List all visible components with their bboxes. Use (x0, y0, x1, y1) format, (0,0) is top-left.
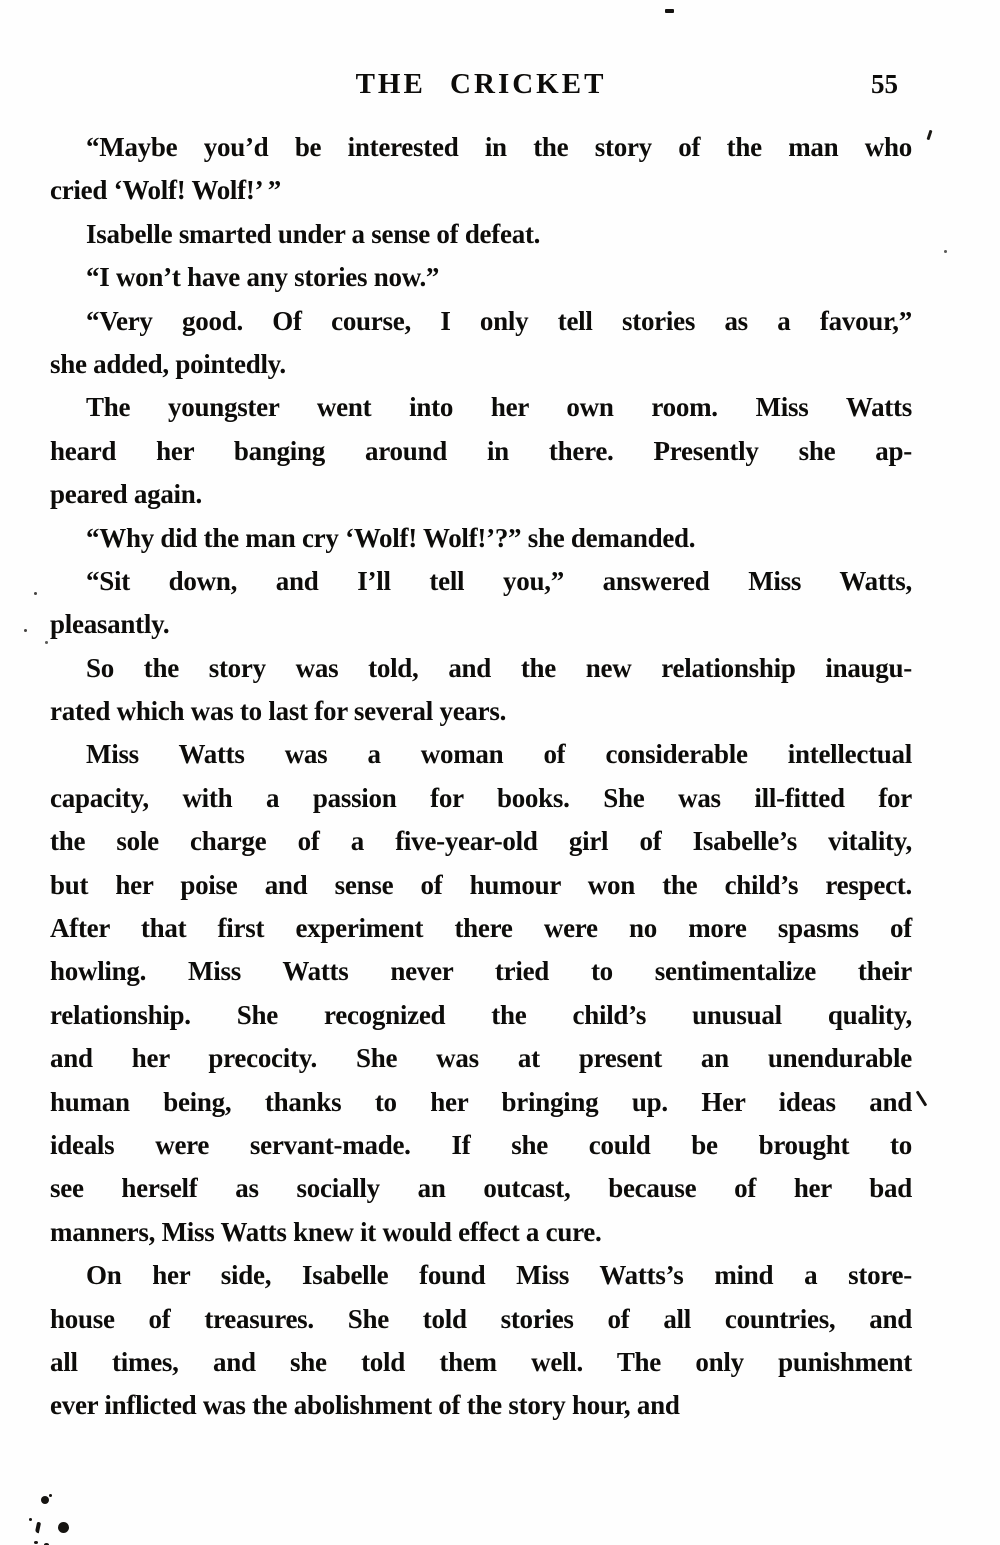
text-line: ever inflicted was the abolishment of the story hour, and (50, 1390, 680, 1421)
text-line: house of treasures. She told stories of all countries, and (50, 1303, 912, 1334)
text-line: capacity, with a passion for books. She was ill-fitted for (50, 782, 912, 813)
text-line: After that first experiment there were no more spasms of (50, 913, 912, 944)
ink-speck (34, 1541, 38, 1544)
ink-speck-top-dash (665, 9, 674, 13)
text-line: Miss Watts was a woman of considerable intellectual (86, 739, 912, 770)
text-line: relationship. She recognized the child’s unusual quality, (50, 999, 912, 1030)
ink-speck (944, 250, 947, 253)
ink-speck-right-tick (927, 130, 933, 140)
text-line: but her poise and sense of humour won the child’s respect. (50, 869, 912, 900)
text-line: “Maybe you’d be interested in the story of the man who (86, 132, 912, 162)
ink-speck-comma (35, 1522, 41, 1534)
text-line: ideals were servant-made. If she could be brought to (50, 1129, 912, 1160)
ink-speck (49, 1494, 52, 1497)
text-line: cried ‘Wolf! Wolf!’ ” (50, 175, 282, 206)
text-line: On her side, Isabelle found Miss Watts’s mind a store- (86, 1260, 912, 1291)
text-line: she added, pointedly. (50, 348, 286, 379)
text-line: all times, and she told them well. The only punishment (50, 1346, 912, 1377)
page-header (50, 68, 912, 106)
text-line: human being, thanks to her bringing up. Her ideas and (50, 1086, 912, 1117)
ink-speck (29, 1518, 32, 1521)
ink-speck (45, 641, 48, 644)
text-line: rated which was to last for several years. (50, 696, 507, 727)
ink-speck-right-slash (916, 1090, 928, 1106)
text-line: howling. Miss Watts never tried to sentimentalize their (50, 956, 912, 987)
running-head-title: THE CRICKET (355, 68, 607, 100)
text-line: “Why did the man cry ‘Wolf! Wolf!’?” she demanded. (86, 522, 696, 553)
text-line: heard her banging around in there. Presently she ap- (50, 435, 912, 466)
text-line: the sole charge of a five-year-old girl of Isabelle’s vitality, (50, 826, 912, 857)
text-line: see herself as socially an outcast, because of her bad (50, 1173, 912, 1204)
ink-speck (24, 629, 27, 632)
text-line: pleasantly. (50, 609, 170, 640)
page-number: 55 (871, 69, 898, 99)
text-line: “Sit down, and I’ll tell you,” answered Miss Watts, (86, 565, 912, 596)
ink-speck (34, 592, 37, 595)
text-line: “I won’t have any stories now.” (86, 262, 440, 293)
text-line: manners, Miss Watts knew it would effect a cure. (50, 1216, 602, 1247)
text-line: “Very good. Of course, I only tell stories as a favour,” (86, 305, 912, 336)
text-line: peared again. (50, 479, 203, 510)
ink-speck (58, 1522, 69, 1533)
ink-speck (41, 1496, 49, 1504)
page-body (50, 126, 912, 1428)
text-line: So the story was told, and the new relationship inaugu- (86, 652, 912, 683)
text-line: Isabelle smarted under a sense of defeat. (86, 218, 541, 249)
text-line: and her precocity. She was at present an unendurable (50, 1043, 912, 1074)
text-line: The youngster went into her own room. Miss Watts (86, 392, 912, 423)
